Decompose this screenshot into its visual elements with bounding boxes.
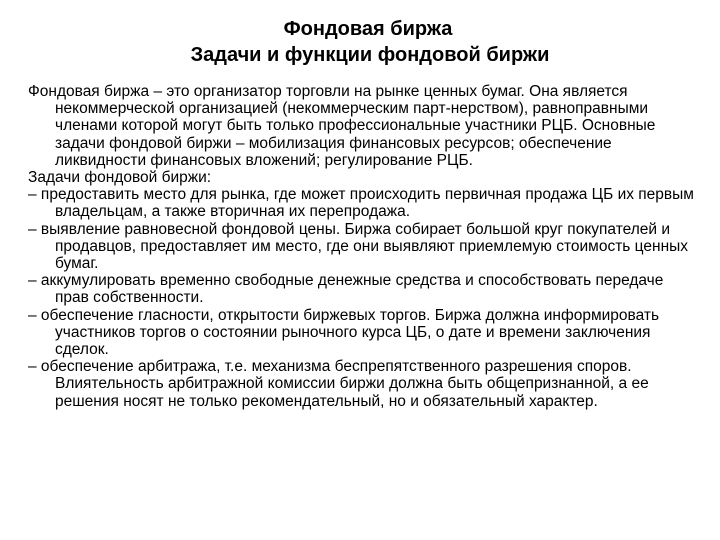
paragraph-task-transparency: – обеспечение гласности, открытости биржевых торгов. Биржа должна информировать участников торгов о состоянии рыночного курса ЦБ, о дате и времени заключения сделок. [28,306,660,359]
paragraph-task-accumulate-funds: – аккумулировать временно свободные денежные средства и способствовать передаче прав собственности. [28,272,664,307]
paragraph-task-equilibrium-price: – выявление равновесной фондовой цены. Биржа собирает большой круг покупателей и продавцов, предоставляет им место, где они выявляют приемлемую стоимость ценных бумаг. [28,220,689,273]
paragraph-task-market-place: – предоставить место для рынка, где может происходить первичная продажа ЦБ их первым владельцам, а также вторичная их перепродажа. [28,186,694,221]
paragraph-tasks-heading: Задачи фондовой биржи: [28,169,212,187]
title-line-1: Фондовая биржа [283,18,453,40]
slide-title [0,16,720,68]
slide-body [28,83,698,410]
paragraph-task-arbitration: – обеспечение арбитража, т.е. механизма беспрепятственного разрешения споров. Влиятельность арбитражной комиссии биржи должна быть общепризнанной, а ее решения носят не только рекомендательный, но и обязательный характер. [28,358,649,410]
title-line-2: Задачи и функции фондовой биржи [190,44,550,66]
paragraph-definition: Фондовая биржа – это организатор торговли на рынке ценных бумаг. Она является некоммерческой организацией (некоммерческим парт-нерством), равноправными членами которой могут быть только профессиональные участники РЦБ. Основные задачи фондовой биржи – мобилизация финансовых ресурсов; обеспечение ликвидности финансовых вложений; регулирование РЦБ. [28,83,656,169]
